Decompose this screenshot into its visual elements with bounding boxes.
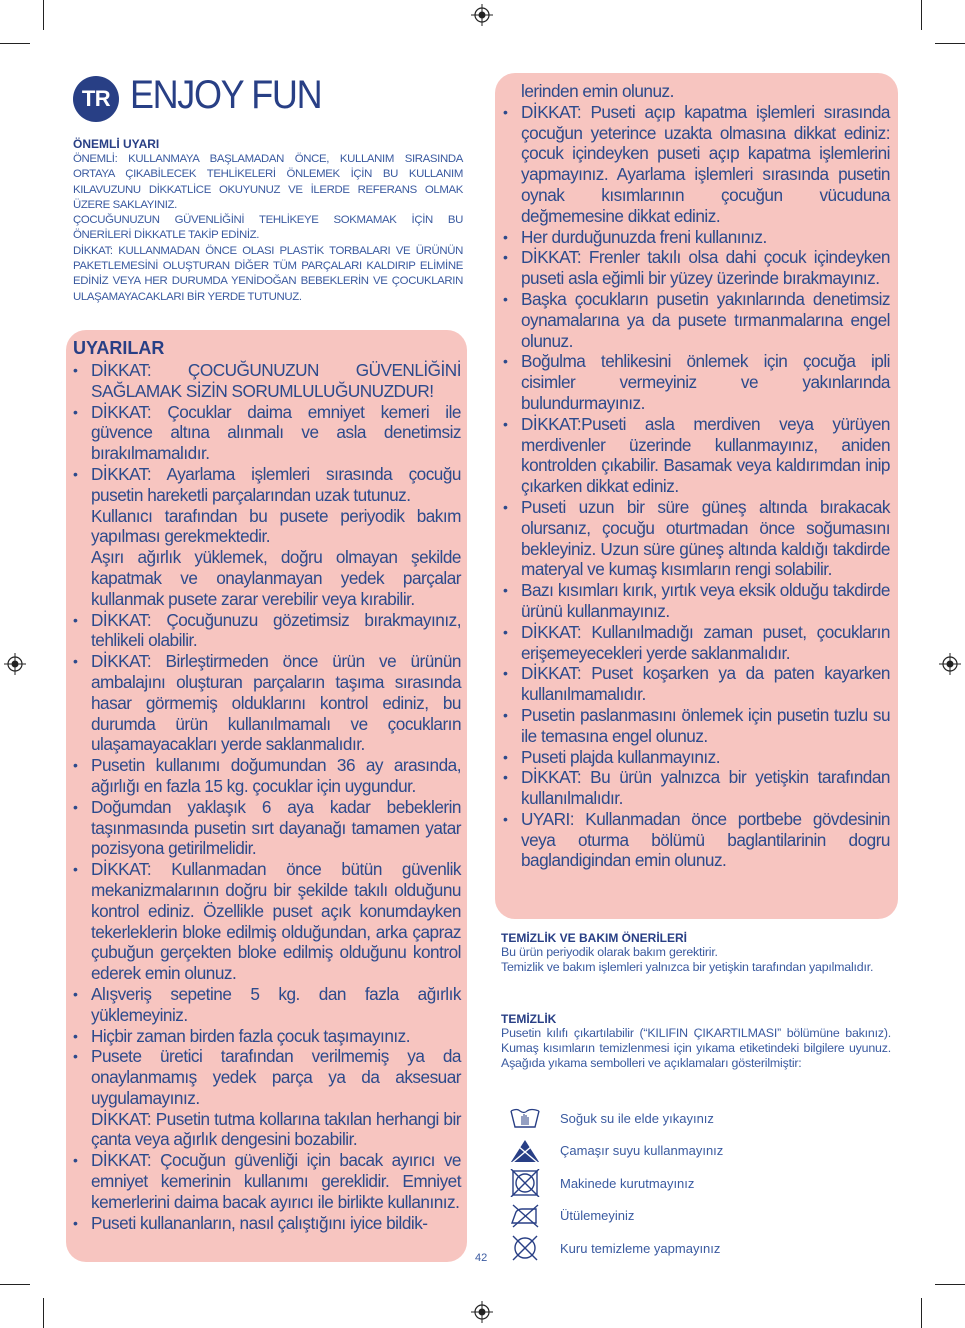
care-symbol-label: Ütülemeyiniz xyxy=(560,1208,635,1224)
crop-mark xyxy=(0,1284,30,1285)
warning-item: • UYARI: Kullanmadan önce portbebe gövdesinin veya oturma bölümü baglantilarinin dogru baglandigindan emin olunuz. xyxy=(503,809,890,871)
warning-item: • DİKKAT: Ayarlama işlemleri sırasında çocuğu pusetin hareketli parçalarından uzak tutunuz. xyxy=(73,464,461,506)
no-tumble-dry-icon xyxy=(505,1168,545,1198)
warning-item: • Pusete üretici tarafından verilmemiş ya da onaylanmamış yedek parça ya da aksesuar uygulamayınız. xyxy=(73,1046,461,1108)
warnings-box-right xyxy=(495,73,898,919)
warning-item: • Her durduğunuzda freni kullanınız. xyxy=(503,227,890,248)
no-bleach-icon xyxy=(505,1136,545,1166)
warning-item: • DİKKAT: Kullanmadan önce bütün güvenlik mekanizmalarının doğru bir şekilde takılı olduğunu kontrol ediniz. Özellikle puset açık konumdayken tekerleklerin bloke edilmiş olduğundan, arka çapraz çubuğun gerçekten bloke edilmiş olduğunu kontrol ederek emin olunuz. xyxy=(73,859,461,984)
warning-item: • Pusetin paslanmasını önlemek için pusetin tuzlu su ile temasına engel olunuz. xyxy=(503,705,890,747)
registration-mark-icon xyxy=(939,653,961,675)
care-symbol-row xyxy=(505,1102,895,1135)
warning-item: • Puseti uzun bir süre güneş altında bırakacak olursanız, çocuğu oturtmadan önce soğumasını bekleyiniz. Uzun süre güneş altında kaldığı takdirde materyal ve kumaş kısımların rengi solabilir. xyxy=(503,497,890,580)
warning-item: • DİKKAT: Çocuklar daima emniyet kemeri ile güvence altına alınmalı ve asla denetimsiz bırakılmamalıdır. xyxy=(73,402,461,464)
warning-item: • DİKKAT:Puseti asla merdiven veya yürüyen merdivenler üzerinde kullanmayınız, aniden kontrolden çıkabilir. Basamak veya kaldırımdan inip çıkarken dikkat ediniz. xyxy=(503,414,890,497)
registration-mark-icon xyxy=(471,1301,493,1323)
crop-mark xyxy=(921,0,922,30)
page-title: ENJOY FUN xyxy=(130,73,322,117)
care-heading: TEMİZLİK VE BAKIM ÖNERİLERİ xyxy=(501,931,687,945)
crop-mark xyxy=(935,1284,965,1285)
warning-item: • Puseti kullananların, nasıl çalıştığını iyice bildik- xyxy=(73,1213,461,1234)
warning-item: Kullanıcı tarafından bu pusete periyodik bakım yapılması gerekmektedir. xyxy=(91,505,461,547)
crop-mark xyxy=(43,0,44,30)
warning-item: • DİKKAT: ÇOCUĞUNUZUN GÜVENLİĞİNİ SAĞLAMAK SİZİN SORUMLULUĞUNUZDUR! xyxy=(73,360,461,402)
warning-item: • Boğulma tehlikesini önlemek için çocuğa ipli cisimler vermeyiniz ve yakınlarında bulundurmayınız. xyxy=(503,351,890,413)
care-symbol-label: Makinede kurutmayınız xyxy=(560,1175,695,1191)
care-symbols xyxy=(505,1102,895,1265)
registration-mark-icon xyxy=(4,653,26,675)
care-symbol-label: Soğuk su ile elde yıkayınız xyxy=(560,1110,714,1126)
notice-paragraph: ÇOCUĞUNUZUN GÜVENLİĞİNİ TEHLİKEYE SOKMAMAK İÇİN BU ÖNERİLERİ DİKKATLE TAKİP EDİNİZ. xyxy=(73,214,463,242)
care-symbol-label: Kuru temizleme yapmayınız xyxy=(560,1240,721,1256)
registration-mark-icon xyxy=(471,4,493,26)
cleaning-text: Pusetin kılıfı çıkartılabilir (“KILIFIN ÇIKARTILMASI” bölümüne bakınız). Kumaş kısımların temizlenmesi için yıkama etiketindeki bilgilere uyunuz. Aşağıda yıkama sembolleri ve açıklamaları gösterilmiştir: xyxy=(501,1026,891,1071)
crop-mark xyxy=(921,1298,922,1328)
hand-wash-icon xyxy=(505,1103,545,1133)
crop-mark xyxy=(935,43,965,44)
warning-item: • DİKKAT: Frenler takılı olsa dahi çocuk içindeyken puseti asla eğimli bir yüzey üzerinde bırakmayınız. xyxy=(503,247,890,289)
warnings-box-left xyxy=(66,330,467,1262)
warnings-list-right xyxy=(503,81,890,871)
warning-item: • DİKKAT: Puseti açıp kapatma işlemleri sırasında çocuğun yeterince uzakta olmasına dikkat ediniz: çocuk içindeyken puseti açıp kapatma işlemlerini yapmayınız. Ayarlama işlemleri sırasında pusetin oynak kısımlarının çocuğun vücuduna değmemesine dikkat ediniz. xyxy=(503,102,890,227)
warning-item: lerinden emin olunuz. xyxy=(521,81,674,101)
warning-item: • Doğumdan yaklaşık 6 aya kadar bebeklerin taşınmasında pusetin sırt dayanağı tamamen yatar pozisyona getirilmelidir. xyxy=(73,797,461,859)
notice-paragraph: ÖNEMLİ: KULLANMAYA BAŞLAMADAN ÖNCE, KULLANIM SIRASINDA ORTAYA ÇIKABİLECEK TEHLİKELERİ ÖNLEMEK İÇİN BU KULLANIM KILAVUZUNU DİKKATLİCE OKUYUNUZ VE İLERDE REFERANS OLMAK ÜZERE SAKLAYINIZ. xyxy=(73,153,463,211)
notice-heading: ÖNEMLİ UYARI xyxy=(73,137,160,151)
warning-item: • DİKKAT: Bu ürün yalnızca bir yetişkin tarafından kullanılmalıdır. xyxy=(503,767,890,809)
warning-item: Aşırı ağırlık yüklemek, doğru olmayan şekilde kapatmak ve onaylanmayan yedek parçalar kullanmak pusete zarar verebilir veya kırabilir. xyxy=(91,547,461,609)
warnings-list-left xyxy=(73,360,461,1233)
no-iron-icon xyxy=(505,1201,545,1231)
warning-item: • DİKKAT: Puset koşarken ya da paten kayarken kullanılmamalıdır. xyxy=(503,663,890,705)
warning-item: • Başka çocukların pusetin yakınlarında denetimsiz oynamalarına ya da pusete tırmanmalarına engel olunuz. xyxy=(503,289,890,351)
no-dry-clean-icon xyxy=(505,1233,545,1263)
warning-item: • Pusetin kullanımı doğumundan 36 ay arasında, ağırlığı en fazla 15 kg. çocuklar için uygundur. xyxy=(73,755,461,797)
care-symbol-label: Çamaşır suyu kullanmayınız xyxy=(560,1143,724,1159)
care-line: Temizlik ve bakım işlemleri yalnızca bir yetişkin tarafından yapılmalıdır. xyxy=(501,960,874,975)
care-symbol-row xyxy=(505,1232,895,1265)
notice-paragraph: DİKKAT: KULLANMADAN ÖNCE OLASI PLASTİK TORBALARI VE ÜRÜNÜN PAKETLEMESİNİ OLUŞTURAN DİĞER TÜM PARÇALARI KALDIRIP ELİMİNE EDİNİZ VEYA HER DURUMDA YENİDOĞAN BEBEKLERİN VE ÇOCUKLARIN ULAŞAMAYACAKLARI BİR YERDE TUTUNUZ. xyxy=(73,244,463,303)
crop-mark xyxy=(43,1298,44,1328)
warning-item: • DİKKAT: Birleştirmeden önce ürün ve ürünün ambalajını oluşturan parçaların taşıma sırasında hasar görmemiş olduklarını kontrol ediniz, bu durumda ürün kullanılmamalı ve çocukların ulaşamayacakları yerde saklanmalıdır. xyxy=(73,651,461,755)
warning-item: • DİKKAT: Çocuğun güvenliği için bacak ayırıcı ve emniyet kemerinin kullanımı gereklidir. Emniyet kemerlerini daima bacak ayırıcı ile birlikte kullanınız. xyxy=(73,1150,461,1212)
important-notice xyxy=(73,137,463,305)
crop-mark xyxy=(0,43,30,44)
warnings-title: UYARILAR xyxy=(73,338,165,358)
care-symbol-row xyxy=(505,1200,895,1233)
care-section xyxy=(501,931,891,975)
page-number: 42 xyxy=(475,1252,488,1264)
warning-item: • Puseti plajda kullanmayınız. xyxy=(503,747,890,768)
warning-item: • Hiçbir zaman birden fazla çocuk taşımayınız. xyxy=(73,1026,461,1047)
warning-item: • Bazı kısımları kırık, yırtık veya eksik olduğu takdirde ürünü kullanmayınız. xyxy=(503,580,890,622)
care-symbol-row xyxy=(505,1167,895,1200)
care-line: Bu ürün periyodik olarak bakım gerektirir. xyxy=(501,945,718,959)
warning-item: • Alışveriş sepetine 5 kg. dan fazla ağırlık yüklemeyiniz. xyxy=(73,984,461,1026)
language-badge: TR xyxy=(73,76,119,122)
care-symbol-row xyxy=(505,1135,895,1168)
warning-item: • DİKKAT: Kullanılmadığı zaman puset, çocukların erişemeyecekleri yerde saklanmalıdır. xyxy=(503,622,890,664)
cleaning-section xyxy=(501,1012,891,1072)
warning-item: DİKKAT: Pusetin tutma kollarına takılan herhangi bir çanta veya ağırlık dengesini bozabilir. xyxy=(91,1108,461,1150)
warning-item: • DİKKAT: Çocuğunuzu gözetimsiz bırakmayınız, tehlikeli olabilir. xyxy=(73,610,461,652)
cleaning-heading: TEMİZLİK xyxy=(501,1012,557,1026)
